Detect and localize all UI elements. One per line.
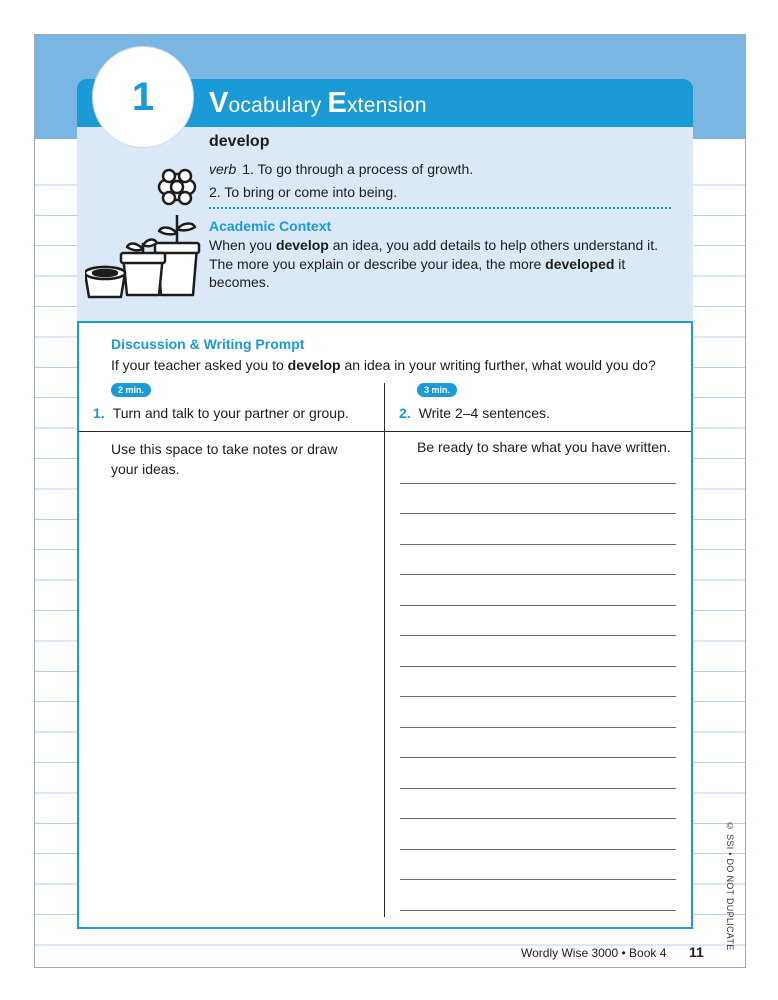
writing-line[interactable] [400,544,676,545]
prompt-heading: Discussion & Writing Prompt [111,336,305,352]
writing-line[interactable] [400,788,676,789]
writing-line[interactable] [400,910,676,911]
step-1: 1. Turn and talk to your partner or group. [93,405,349,421]
writing-line[interactable] [400,483,676,484]
copyright-notice: © SSI • DO NOT DUPLICATE [725,821,735,951]
lesson-number: 1 [131,74,155,119]
writing-line[interactable] [400,574,676,575]
time-badge-right: 3 min. [417,383,457,397]
part-of-speech: verb [209,161,237,177]
writing-line[interactable] [400,666,676,667]
time-badge-left: 2 min. [111,383,151,397]
lesson-number-badge [93,47,193,147]
writing-line[interactable] [400,879,676,880]
writing-line[interactable] [400,513,676,514]
prompt-text: If your teacher asked you to develop an idea in your writing further, what would you do? [111,357,656,373]
column-header-divider [79,431,691,432]
writing-line[interactable] [400,635,676,636]
writing-line[interactable] [400,696,676,697]
academic-context-text: When you develop an idea, you add details to help others understand it. The more you explain or describe your idea, the more developed it becomes. [209,237,659,290]
notes-area[interactable]: Use this space to take notes or draw your ideas. [111,441,338,477]
page-title: Vocabulary Extension [209,87,427,119]
definition-sense-2: 2. To bring or come into being. [209,184,398,200]
academic-context-heading: Academic Context [209,218,332,234]
dotted-divider [209,207,671,209]
page-frame [34,34,746,968]
definition-sense-1: verb 1. To go through a process of growth. [209,161,474,177]
column-divider [384,383,385,917]
page-number: 11 [689,944,704,960]
writing-line[interactable] [400,727,676,728]
writing-line[interactable] [400,818,676,819]
step-2: 2. Write 2–4 sentences. [399,405,550,421]
writing-line[interactable] [400,605,676,606]
book-footer: Wordly Wise 3000 • Book 4 [521,946,667,960]
writing-line[interactable] [400,849,676,850]
writing-line[interactable] [400,757,676,758]
flower-pots-illustration [85,163,201,299]
writing-instruction: Be ready to share what you have written. [417,439,671,455]
vocabulary-word: develop [209,133,270,150]
